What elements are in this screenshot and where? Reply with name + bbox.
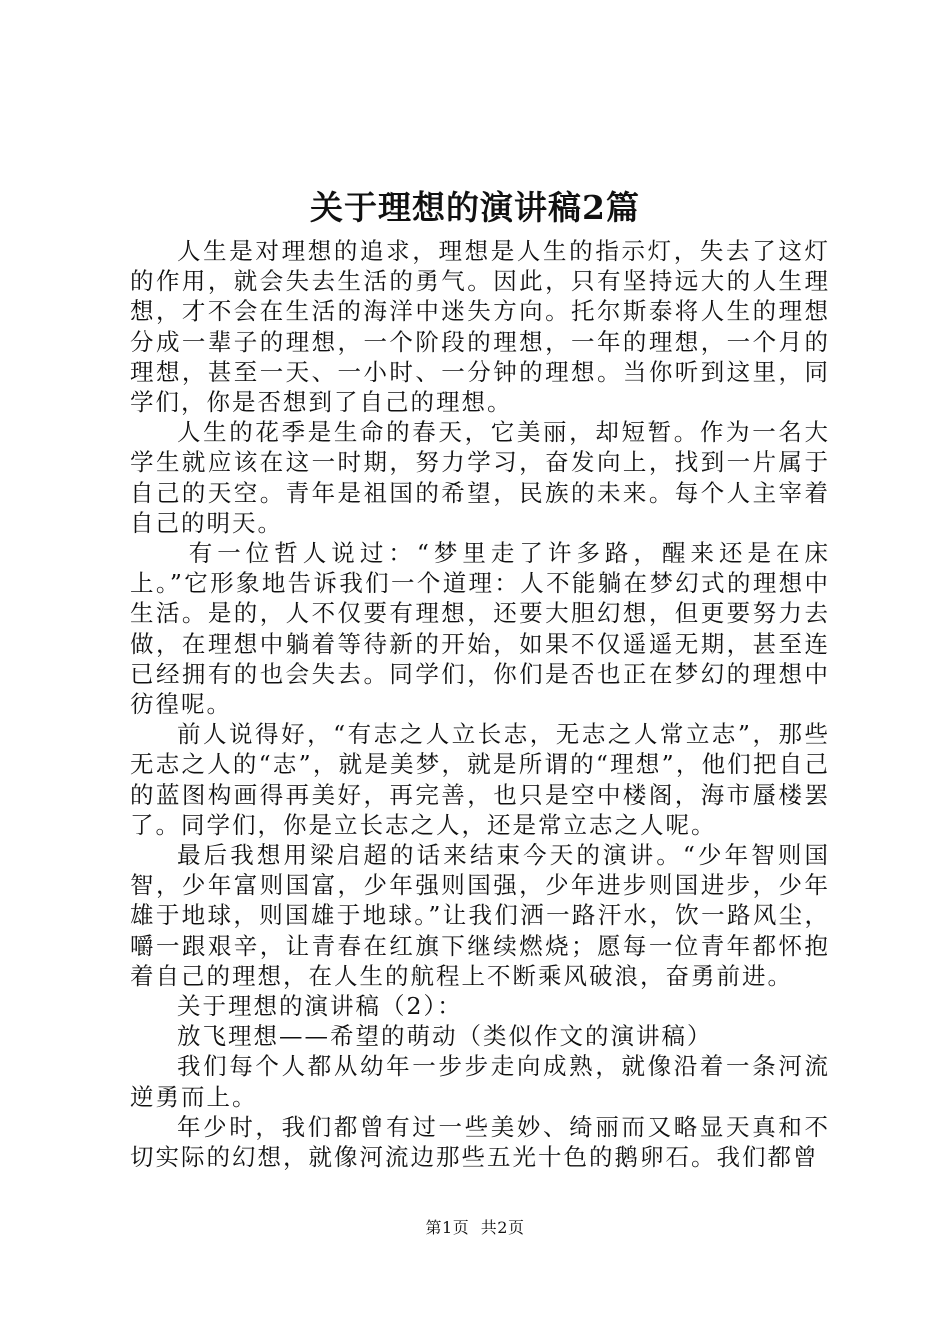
section-heading: 关于理想的演讲稿（2）： <box>177 992 463 1021</box>
paragraph: 最后我想用梁启超的话来结束今天的演讲。“少年智则国智，少年富则国富，少年强则国强，少年进步则国进步，少年雄于地球，则国雄于地球。”让我们洒一路汗水，饮一路风尘，嚼一跟艰辛，让青春在红旗下继续燃烧；愿每一位青年都怀抱着自己的理想，在人生的航程上不断乘风破浪，奋勇前进。 <box>130 841 830 990</box>
paragraph: 前人说得好，“有志之人立长志，无志之人常立志”，那些无志之人的“志”，就是美梦，就是所谓的“理想”，他们把自己的蓝图构画得再美好，再完善，也只是空中楼阁，海市蜃楼罢了。同学们，你是立长志之人，还是常立志之人呢。 <box>130 720 830 839</box>
document-body <box>130 236 830 1172</box>
paragraph: 我们每个人都从幼年一步步走向成熟，就像沿着一条河流逆勇而上。 <box>130 1052 830 1111</box>
paragraph: 年少时，我们都曾有过一些美妙、绮丽而又略显天真和不切实际的幻想，就像河流边那些五光十色的鹅卵石。我们都曾 <box>130 1112 830 1172</box>
page-number: 第1页 <box>425 1218 470 1237</box>
paragraph: 人生是对理想的追求，理想是人生的指示灯，失去了这灯的作用，就会失去生活的勇气。因此，只有坚持远大的人生理想，才不会在生活的海洋中迷失方向。托尔斯泰将人生的理想分成一辈子的理想，一个阶段的理想，一年的理想，一个月的理想，甚至一天、一小时、一分钟的理想。当你听到这里，同学们，你是否想到了自己的理想。 <box>130 237 830 417</box>
page-footer <box>0 1216 950 1240</box>
document-title: 关于理想的演讲稿2篇 <box>310 188 640 227</box>
paragraph: 有一位哲人说过：“梦里走了许多路，醒来还是在床上。”它形象地告诉我们一个道理：人不能躺在梦幻式的理想中生活。是的，人不仅要有理想，还要大胆幻想，但更要努力去做，在理想中躺着等待新的开始，如果不仅遥遥无期，甚至连已经拥有的也会失去。同学们，你们是否也正在梦幻的理想中彷徨呢。 <box>130 539 830 719</box>
paragraph: 人生的花季是生命的春天，它美丽，却短暂。作为一名大学生就应该在这一时期，努力学习，奋发向上，找到一片属于自己的天空。青年是祖国的希望，民族的未来。每个人主宰着自己的明天。 <box>130 418 830 537</box>
subtitle: 放飞理想——希望的萌动（类似作文的演讲稿） <box>177 1022 713 1051</box>
page-total: 共2页 <box>480 1218 525 1237</box>
